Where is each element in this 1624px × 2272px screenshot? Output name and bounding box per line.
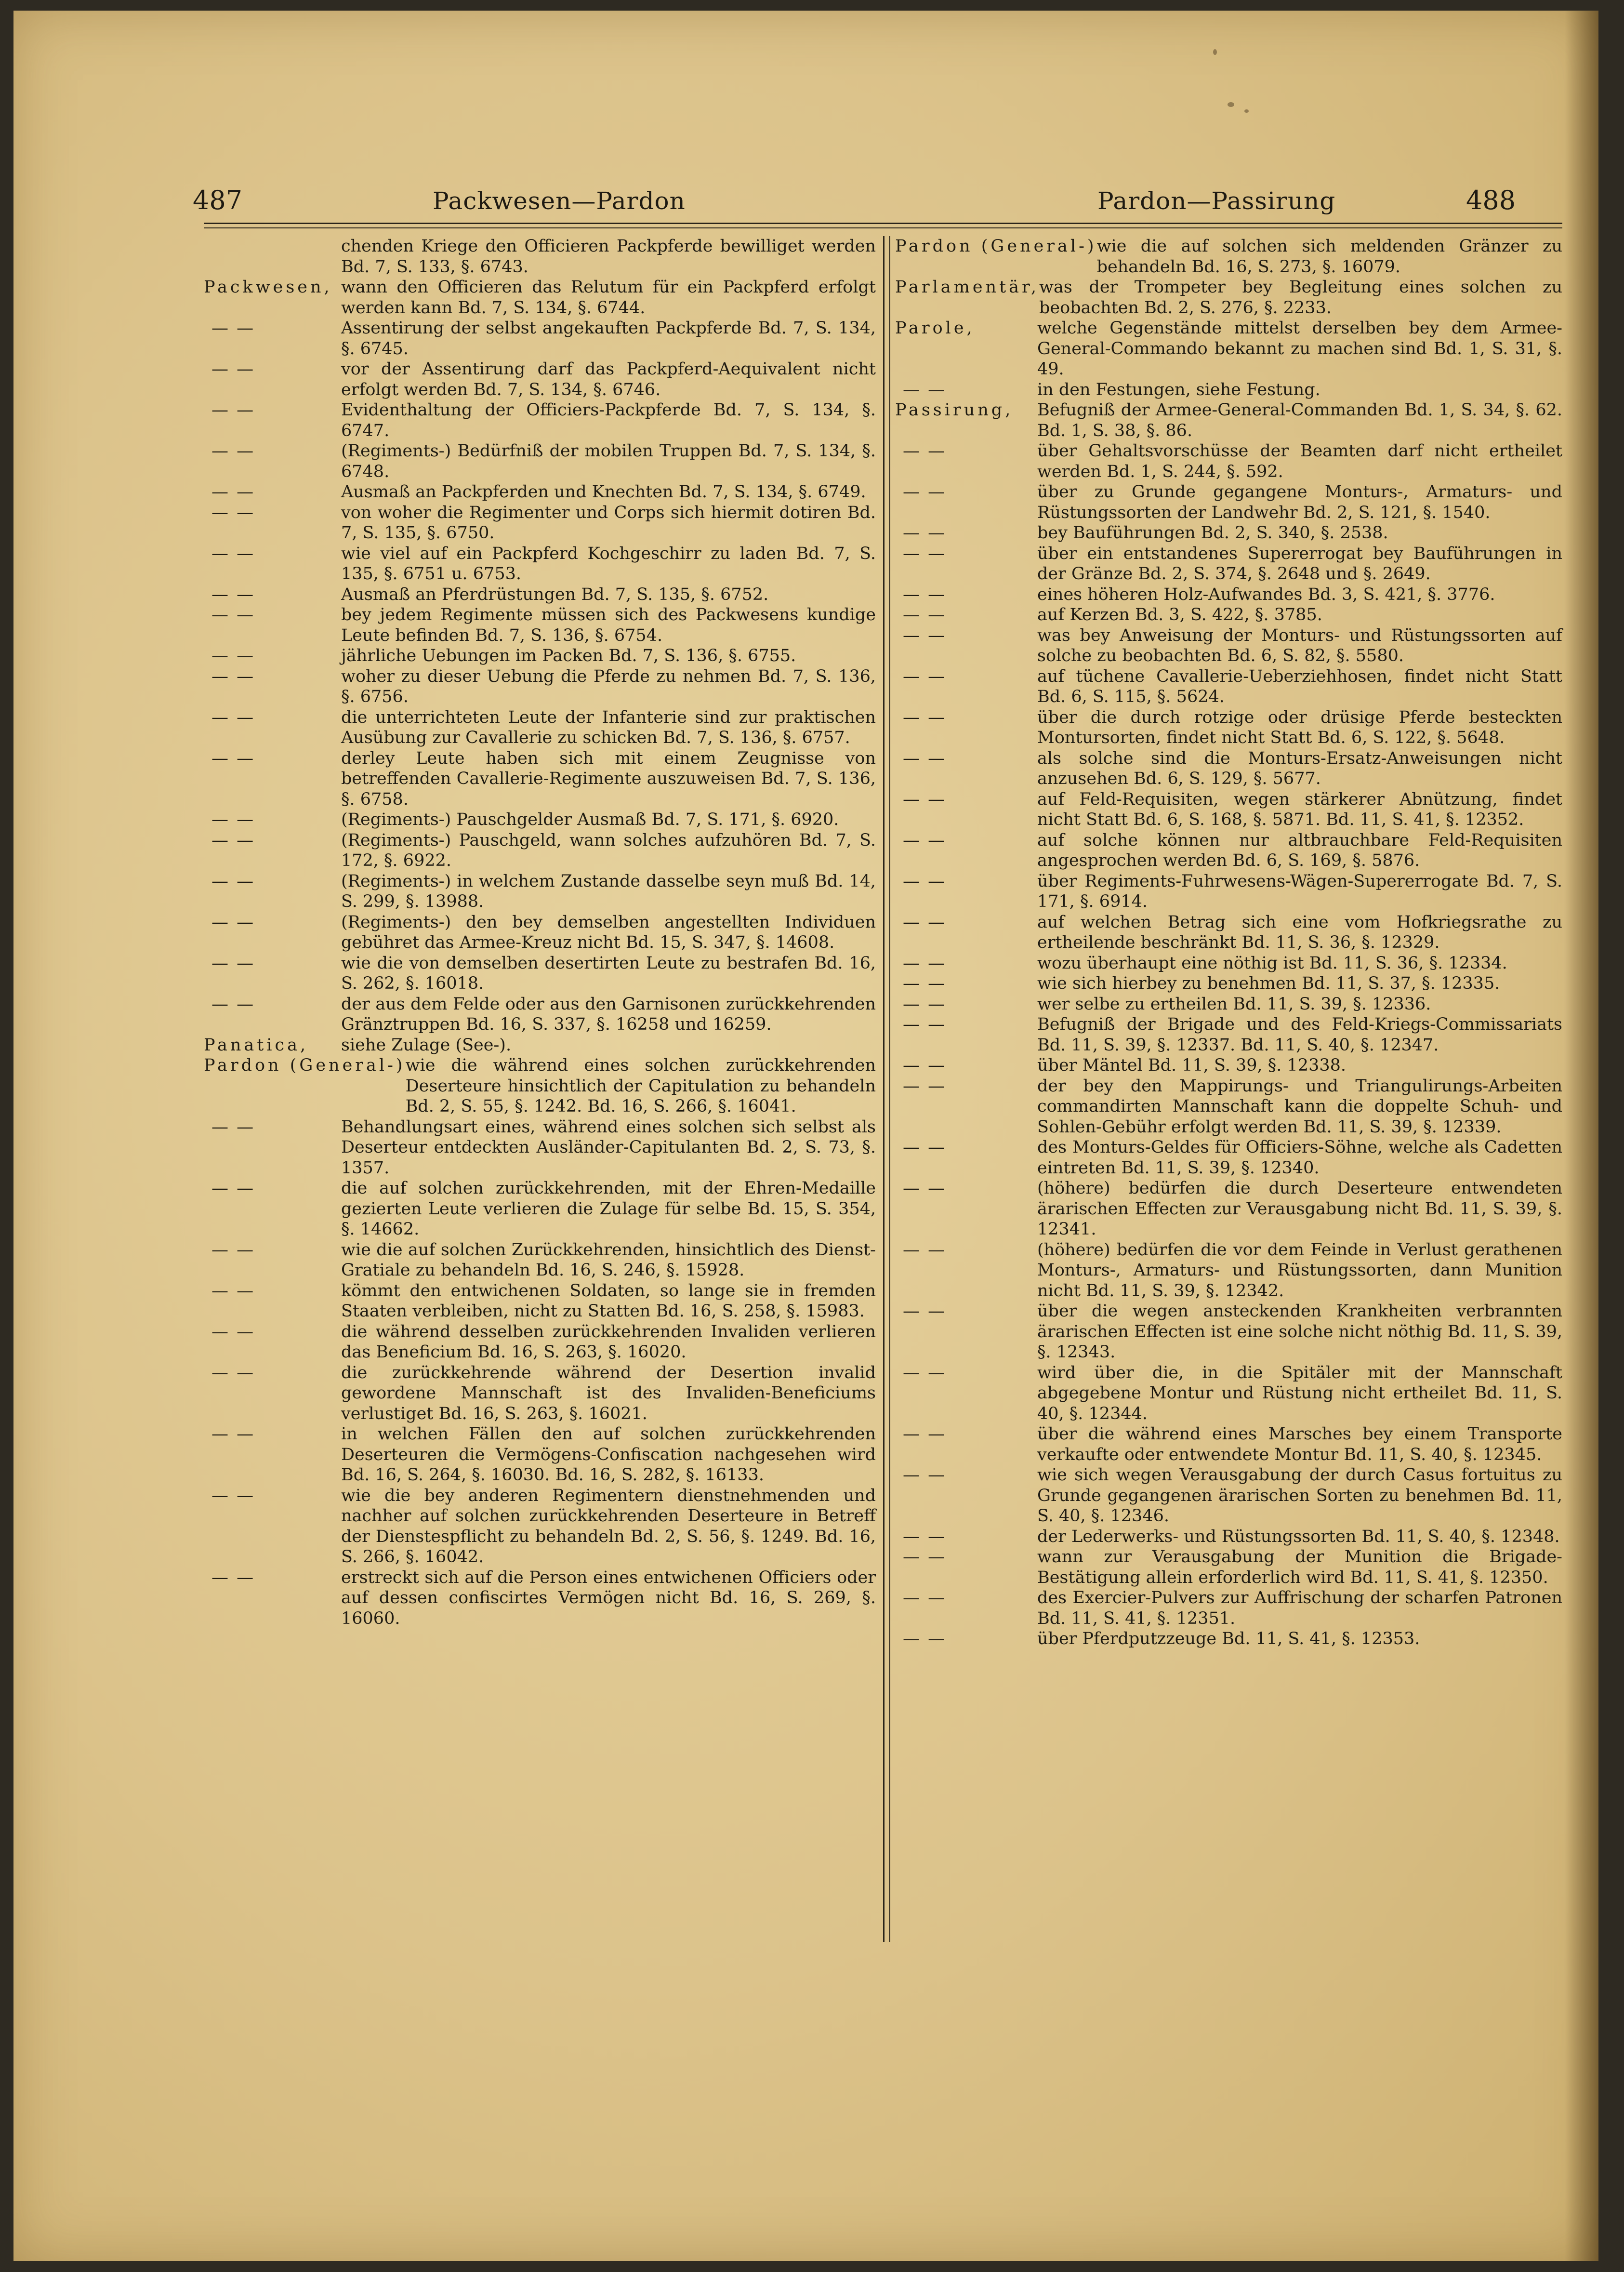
right-column xyxy=(895,236,1562,1932)
entry-keyword: — — xyxy=(211,871,255,891)
entry-keyword: — — xyxy=(903,1056,947,1075)
entry-text: (Regiments-) Pauschgelder Ausmaß Bd. 7, S. 171, §. 6920. xyxy=(341,810,839,829)
entry-text: auf Feld-Requisiten, wegen stärkerer Abnützung, findet nicht Statt Bd. 6, S. 168, §. 5871. Bd. 11, S. 41, §. 12352. xyxy=(1037,789,1562,829)
index-entry xyxy=(204,1240,876,1281)
entry-keyword: — — xyxy=(903,1588,947,1608)
entry-text: die während desselben zurückkehrenden Invaliden verlieren das Beneficium Bd. 16, S. 263, §. 16020. xyxy=(341,1322,876,1362)
entry-keyword: — — xyxy=(211,400,255,420)
entry-text: Ausmaß an Pferdrüstungen Bd. 7, S. 135, §. 6752. xyxy=(341,585,769,604)
index-entry xyxy=(895,605,1562,625)
index-entry xyxy=(895,1240,1562,1302)
index-entry xyxy=(204,871,876,912)
index-entry xyxy=(204,1178,876,1240)
entry-text: was der Trompeter bey Begleitung eines solchen zu beobachten Bd. 2, S. 276, §. 2233. xyxy=(1039,278,1562,318)
index-entry xyxy=(204,1486,876,1568)
index-entry xyxy=(204,585,876,605)
index-entry xyxy=(204,318,876,359)
entry-text: von woher die Regimenter und Corps sich hiermit dotiren Bd. 7, S. 135, §. 6750. xyxy=(341,503,876,543)
entry-text: auf solche können nur altbrauchbare Feld-Requisiten angesprochen werden Bd. 6, S. 169, §. 5876. xyxy=(1037,830,1562,870)
entry-text: wie die auf solchen Zurückkehrenden, hinsichtlich des Dienst-Gratiale zu behandeln Bd. 16, S. 246, §. 15928. xyxy=(341,1240,876,1280)
entry-text: wann den Officieren das Relutum für ein Packpferd erfolgt werden kann Bd. 7, S. 134, §. 6744. xyxy=(341,278,876,318)
entry-text: bey Bauführungen Bd. 2, S. 340, §. 2538. xyxy=(1037,523,1388,543)
entry-keyword: — — xyxy=(903,1363,947,1382)
entry-text: Ausmaß an Packpferden und Knechten Bd. 7, S. 134, §. 6749. xyxy=(341,482,866,502)
entry-keyword: — — xyxy=(903,953,947,973)
index-entry xyxy=(895,973,1562,994)
entry-text: Evidenthaltung der Officiers-Packpferde Bd. 7, S. 134, §. 6747. xyxy=(341,400,876,440)
entry-text: die unterrichteten Leute der Infanterie sind zur praktischen Ausübung zur Cavallerie zu schicken Bd. 7, S. 136, §. 6757. xyxy=(341,707,876,747)
entry-text: über Regiments-Fuhrwesens-Wägen-Supererrogate Bd. 7, S. 171, §. 6914. xyxy=(1037,871,1562,911)
entry-text: wann zur Verausgabung der Munition die Brigade-Bestätigung allein erforderlich wird Bd. 11, S. 41, §. 12350. xyxy=(1037,1547,1562,1587)
index-entry xyxy=(895,1014,1562,1055)
entry-keyword: — — xyxy=(211,544,255,563)
entry-keyword: — — xyxy=(211,953,255,973)
entry-keyword: — — xyxy=(903,830,947,850)
entry-keyword: — — xyxy=(903,912,947,932)
left-column xyxy=(204,236,876,1932)
left-page-number: 487 xyxy=(193,185,243,215)
entry-text: vor der Assentirung darf das Packpferd-Aequivalent nicht erfolgt werden Bd. 7, S. 134, §. 6746. xyxy=(341,359,876,399)
entry-text: wie die auf solchen sich meldenden Gränzer zu behandeln Bd. 16, S. 273, §. 16079. xyxy=(1096,237,1562,277)
index-entry xyxy=(895,1629,1562,1649)
entry-text: eines höheren Holz-Aufwandes Bd. 3, S. 421, §. 3776. xyxy=(1037,585,1495,604)
entry-text: wie die bey anderen Regimentern dienstnehmenden und nachher auf solchen zurückkehrenden Deserteure in Betreff der Dienstespflicht zu behandeln Bd. 2, S. 56, §. 1249. Bd. 16, S. 266, §. 16042. xyxy=(341,1486,876,1567)
entry-text: über die durch rotzige oder drüsige Pferde besteckten Montursorten, findet nicht Statt Bd. 6, S. 122, §. 5648. xyxy=(1037,707,1562,747)
entry-keyword: — — xyxy=(211,707,255,727)
entry-text: auf tüchene Cavallerie-Ueberziehhosen, findet nicht Statt Bd. 6, S. 115, §. 5624. xyxy=(1037,666,1562,706)
index-entry xyxy=(895,441,1562,482)
entry-text: erstreckt sich auf die Person eines entwichenen Officiers oder auf dessen confiscirtes Vermögen nicht Bd. 16, S. 269, §. 16060. xyxy=(341,1568,876,1628)
entry-text: über Pferdputzzeuge Bd. 11, S. 41, §. 12353. xyxy=(1037,1629,1420,1648)
entry-text: jährliche Uebungen im Packen Bd. 7, S. 136, §. 6755. xyxy=(341,646,796,665)
entry-text: die zurückkehrende während der Desertion invalid gewordene Mannschaft ist des Invaliden-Beneficiums verlustiget Bd. 16, S. 263, §. 16021. xyxy=(341,1363,876,1423)
entry-keyword: — — xyxy=(903,544,947,563)
entry-text: des Exercier-Pulvers zur Auffrischung der scharfen Patronen Bd. 11, S. 41, §. 12351. xyxy=(1037,1588,1562,1628)
entry-keyword: — — xyxy=(903,1527,947,1546)
entry-text: wie die von demselben desertirten Leute zu bestrafen Bd. 16, S. 262, §. 16018. xyxy=(341,953,876,993)
entry-text: siehe Zulage (See-). xyxy=(341,1035,512,1055)
entry-keyword: — — xyxy=(903,994,947,1014)
entry-keyword: — — xyxy=(211,1486,255,1505)
entry-keyword: — — xyxy=(903,974,947,993)
entry-keyword: — — xyxy=(903,1302,947,1321)
index-entry xyxy=(204,1055,876,1117)
entry-keyword: — — xyxy=(211,994,255,1014)
index-entry xyxy=(895,1301,1562,1363)
index-entry xyxy=(895,523,1562,544)
entry-text: Assentirung der selbst angekauften Packpferde Bd. 7, S. 134, §. 6745. xyxy=(341,319,876,359)
entry-keyword: — — xyxy=(211,1363,255,1382)
entry-text: der aus dem Felde oder aus den Garnisonen zurückkehrenden Gränztruppen Bd. 16, S. 337, §. 16258 und 16259. xyxy=(341,994,876,1034)
entry-keyword: Passirung, xyxy=(895,400,1014,420)
column-divider xyxy=(883,236,890,1942)
index-entry xyxy=(895,748,1562,789)
index-entry xyxy=(204,482,876,503)
index-entry xyxy=(895,544,1562,585)
entry-text: in den Festungen, siehe Festung. xyxy=(1037,380,1320,399)
index-entry xyxy=(204,503,876,544)
index-entry xyxy=(204,544,876,585)
index-entry xyxy=(204,953,876,994)
entry-keyword: — — xyxy=(903,1240,947,1260)
entry-keyword: — — xyxy=(903,871,947,891)
header-rule xyxy=(204,223,1562,228)
index-entry xyxy=(204,1363,876,1424)
index-entry xyxy=(204,707,876,748)
entry-text: der bey den Mappirungs- und Triangulirungs-Arbeiten commandirten Mannschaft kann die doppelte Schuh- und Sohlen-Gebühr erfolgt werden Bd. 11, S. 39, §. 12339. xyxy=(1037,1076,1562,1137)
entry-text: (Regiments-) Bedürfniß der mobilen Truppen Bd. 7, S. 134, §. 6748. xyxy=(341,441,876,481)
index-entry xyxy=(895,277,1562,318)
index-entry xyxy=(204,1568,876,1629)
right-running-head: Pardon—Passirung xyxy=(1097,187,1336,215)
entry-keyword: — — xyxy=(211,359,255,379)
index-entry xyxy=(895,994,1562,1015)
entry-text: über ein entstandenes Supererrogat bey Bauführungen in der Gränze Bd. 2, S. 374, §. 2648 und §. 2649. xyxy=(1037,544,1562,584)
entry-keyword: Panatica, xyxy=(204,1035,309,1055)
index-entry xyxy=(895,1076,1562,1138)
entry-text: (höhere) bedürfen die vor dem Feinde in Verlust gerathenen Monturs-, Armaturs- und Rüstungssorten, dann Munition nicht Bd. 11, S. 39, §. 12342. xyxy=(1037,1240,1562,1301)
entry-keyword: — — xyxy=(211,441,255,461)
entry-text: die auf solchen zurückkehrenden, mit der Ehren-Medaille gezierten Leute verlieren die Zulage für selbe Bd. 15, S. 354, §. 14662. xyxy=(341,1179,876,1239)
entry-text: über zu Grunde gegangene Monturs-, Armaturs- und Rüstungssorten der Landwehr Bd. 2, S. 121, §. 1540. xyxy=(1037,482,1562,522)
entry-keyword: — — xyxy=(211,1322,255,1342)
entry-keyword: — — xyxy=(211,912,255,932)
entry-text: (Regiments-) in welchem Zustande dasselbe seyn muß Bd. 14, S. 299, §. 13988. xyxy=(341,871,876,911)
entry-keyword: — — xyxy=(211,830,255,850)
entry-keyword: — — xyxy=(903,1424,947,1444)
index-entry xyxy=(204,748,876,810)
entry-text: auf Kerzen Bd. 3, S. 422, §. 3785. xyxy=(1037,605,1322,624)
entry-keyword: — — xyxy=(903,1015,947,1034)
entry-keyword: Parlamentär, xyxy=(895,278,1040,297)
index-entry xyxy=(204,277,876,318)
entry-text: über Mäntel Bd. 11, S. 39, §. 12338. xyxy=(1037,1056,1347,1075)
entry-text: Behandlungsart eines, während eines solchen sich selbst als Deserteur entdeckten Ausländer-Capitulanten Bd. 2, S. 73, §. 1357. xyxy=(341,1117,876,1178)
index-entry xyxy=(895,1424,1562,1465)
entry-keyword: — — xyxy=(903,1465,947,1485)
index-entry xyxy=(895,1547,1562,1588)
index-entry xyxy=(895,236,1562,277)
index-entry xyxy=(204,1117,876,1179)
index-entry xyxy=(895,707,1562,748)
paper-speck xyxy=(1244,109,1249,113)
entry-keyword: — — xyxy=(211,1179,255,1198)
index-entry xyxy=(895,400,1562,441)
index-entry xyxy=(204,359,876,400)
entry-keyword: Pardon (General-) xyxy=(204,1056,406,1075)
index-entry xyxy=(895,1137,1562,1178)
entry-keyword: — — xyxy=(903,1629,947,1648)
entry-keyword: — — xyxy=(903,789,947,809)
entry-keyword: — — xyxy=(903,1547,947,1567)
index-entry xyxy=(204,810,876,830)
entry-keyword: — — xyxy=(903,1138,947,1157)
entry-keyword: — — xyxy=(211,748,255,768)
entry-keyword: — — xyxy=(903,748,947,768)
right-page-number: 488 xyxy=(1466,185,1516,215)
index-entry xyxy=(204,236,876,277)
index-entry xyxy=(895,318,1562,380)
index-entry xyxy=(895,1527,1562,1547)
index-entry xyxy=(895,789,1562,830)
index-entry xyxy=(895,1178,1562,1240)
index-entry xyxy=(204,1424,876,1486)
entry-text: wie viel auf ein Packpferd Kochgeschirr zu laden Bd. 7, S. 135, §. 6751 u. 6753. xyxy=(341,544,876,584)
entry-text: Befugniß der Armee-General-Commanden Bd. 1, S. 34, §. 62. Bd. 1, S. 38, §. 86. xyxy=(1037,400,1562,440)
entry-keyword: — — xyxy=(211,503,255,522)
entry-keyword: Packwesen, xyxy=(204,278,332,297)
entry-keyword: — — xyxy=(903,1179,947,1198)
entry-text: des Monturs-Geldes für Officiers-Söhne, welche als Cadetten eintreten Bd. 11, S. 39, §. 12340. xyxy=(1037,1138,1562,1178)
index-entry xyxy=(895,1055,1562,1076)
entry-text: wie sich wegen Verausgabung der durch Casus fortuitus zu Grunde gegangenen ärarischen Sorten zu benehmen Bd. 11, S. 40, §. 12346. xyxy=(1037,1465,1562,1526)
entry-text: in welchen Fällen den auf solchen zurückkehrenden Deserteuren die Vermögens-Confiscation nachgesehen wird Bd. 16, S. 264, §. 16030. Bd. 16, S. 282, §. 16133. xyxy=(341,1424,876,1485)
index-entry xyxy=(895,482,1562,523)
entry-text: kömmt den entwichenen Soldaten, so lange sie in fremden Staaten verbleiben, nicht zu Statten Bd. 16, S. 258, §. 15983. xyxy=(341,1281,876,1321)
entry-text: (Regiments-) den bey demselben angestellten Individuen gebühret das Armee-Kreuz nicht Bd. 15, S. 347, §. 14608. xyxy=(341,912,876,952)
entry-keyword: — — xyxy=(903,482,947,502)
left-running-head: Packwesen—Pardon xyxy=(433,187,686,215)
entry-keyword: — — xyxy=(211,646,255,665)
index-entry xyxy=(204,666,876,707)
entry-keyword: — — xyxy=(903,380,947,399)
index-entry xyxy=(204,994,876,1035)
entry-text: wer selbe zu ertheilen Bd. 11, S. 39, §. 12336. xyxy=(1037,994,1431,1014)
entry-keyword: — — xyxy=(211,810,255,829)
entry-text: über die wegen ansteckenden Krankheiten verbrannten ärarischen Effecten ist eine solche nicht nöthig Bd. 11, S. 39, §. 12343. xyxy=(1037,1302,1562,1362)
book-page xyxy=(13,11,1598,2261)
entry-text: (Regiments-) Pauschgeld, wann solches aufzuhören Bd. 7, S. 172, §. 6922. xyxy=(341,830,876,870)
index-entry xyxy=(895,625,1562,666)
index-entry xyxy=(204,1281,876,1322)
entry-keyword: — — xyxy=(903,523,947,543)
entry-text: derley Leute haben sich mit einem Zeugnisse von betreffenden Cavallerie-Regimente auszuweisen Bd. 7, S. 136, §. 6758. xyxy=(341,748,876,809)
entry-text: als solche sind die Monturs-Ersatz-Anweisungen nicht anzusehen Bd. 6, S. 129, §. 5677. xyxy=(1037,748,1562,788)
index-entry xyxy=(895,666,1562,707)
paper-speck xyxy=(1213,49,1217,55)
entry-keyword: — — xyxy=(211,1117,255,1137)
index-entry xyxy=(895,585,1562,605)
index-entry xyxy=(204,441,876,482)
entry-keyword: — — xyxy=(903,441,947,461)
entry-text: wird über die, in die Spitäler mit der Mannschaft abgegebene Montur und Rüstung nicht ertheilet Bd. 11, S. 40, §. 12344. xyxy=(1037,1363,1562,1423)
entry-text: über die während eines Marsches bey einem Transporte verkaufte oder entwendete Montur Bd. 11, S. 40, §. 12345. xyxy=(1037,1424,1562,1464)
entry-text: (höhere) bedürfen die durch Deserteure entwendeten ärarischen Effecten zur Verausgabung nicht Bd. 11, S. 39, §. 12341. xyxy=(1037,1179,1562,1239)
entry-text: wie die während eines solchen zurückkehrenden Deserteure hinsichtlich der Capitulation zu behandeln Bd. 2, S. 55, §. 1242. Bd. 16, S. 266, §. 16041. xyxy=(405,1056,876,1116)
entry-keyword: — — xyxy=(211,585,255,604)
entry-keyword: — — xyxy=(211,1281,255,1301)
index-entry xyxy=(204,912,876,953)
index-entry xyxy=(204,830,876,871)
entry-keyword: — — xyxy=(903,585,947,604)
index-entry xyxy=(204,646,876,666)
index-entry xyxy=(204,1035,876,1056)
index-entry xyxy=(895,1363,1562,1424)
entry-keyword: — — xyxy=(903,605,947,624)
entry-keyword: — — xyxy=(211,605,255,624)
entry-keyword: — — xyxy=(903,1076,947,1096)
entry-keyword: — — xyxy=(211,666,255,686)
entry-text: chenden Kriege den Officieren Packpferde bewilliget werden Bd. 7, S. 133, §. 6743. xyxy=(341,237,876,277)
index-entry xyxy=(895,830,1562,871)
entry-keyword: — — xyxy=(211,319,255,338)
entry-text: auf welchen Betrag sich eine vom Hofkriegsrathe zu ertheilende beschränkt Bd. 11, S. 36, §. 12329. xyxy=(1037,912,1562,952)
index-entry xyxy=(895,380,1562,400)
entry-text: wozu überhaupt eine nöthig ist Bd. 11, S. 36, §. 12334. xyxy=(1037,953,1507,973)
entry-text: wie sich hierbey zu benehmen Bd. 11, S. 37, §. 12335. xyxy=(1037,974,1500,993)
entry-text: Befugniß der Brigade und des Feld-Kriegs-Commissariats Bd. 11, S. 39, §. 12337. Bd. 11, S. 40, §. 12347. xyxy=(1037,1015,1562,1055)
index-entry xyxy=(895,871,1562,912)
entry-keyword: — — xyxy=(211,1568,255,1587)
index-entry xyxy=(204,400,876,441)
paper-speck xyxy=(1228,102,1234,107)
entry-keyword: — — xyxy=(211,1424,255,1444)
index-entry xyxy=(895,1465,1562,1527)
entry-keyword: Pardon (General-) xyxy=(895,237,1097,256)
page-spine-shadow xyxy=(1565,11,1598,2261)
index-entry xyxy=(895,1588,1562,1629)
entry-text: was bey Anweisung der Monturs- und Rüstungssorten auf solche zu beobachten Bd. 6, S. 82, §. 5580. xyxy=(1037,625,1562,665)
entry-text: bey jedem Regimente müssen sich des Packwesens kundige Leute befinden Bd. 7, S. 136, §. 6754. xyxy=(341,605,876,645)
index-entry xyxy=(895,912,1562,953)
entry-text: welche Gegenstände mittelst derselben bey dem Armee-General-Commando bekannt zu machen sind Bd. 1, S. 31, §. 49. xyxy=(1037,319,1562,379)
index-entry xyxy=(895,953,1562,974)
entry-text: über Gehaltsvorschüsse der Beamten darf nicht ertheilet werden Bd. 1, S. 244, §. 592. xyxy=(1037,441,1562,481)
entry-keyword: — — xyxy=(903,666,947,686)
entry-keyword: — — xyxy=(903,707,947,727)
index-entry xyxy=(204,605,876,646)
entry-keyword: — — xyxy=(211,482,255,502)
entry-keyword: — — xyxy=(211,1240,255,1260)
entry-text: woher zu dieser Uebung die Pferde zu nehmen Bd. 7, S. 136, §. 6756. xyxy=(341,666,876,706)
index-entry xyxy=(204,1322,876,1363)
entry-keyword: — — xyxy=(903,625,947,645)
entry-keyword: Parole, xyxy=(895,319,975,338)
entry-text: der Lederwerks- und Rüstungssorten Bd. 11, S. 40, §. 12348. xyxy=(1037,1527,1560,1546)
